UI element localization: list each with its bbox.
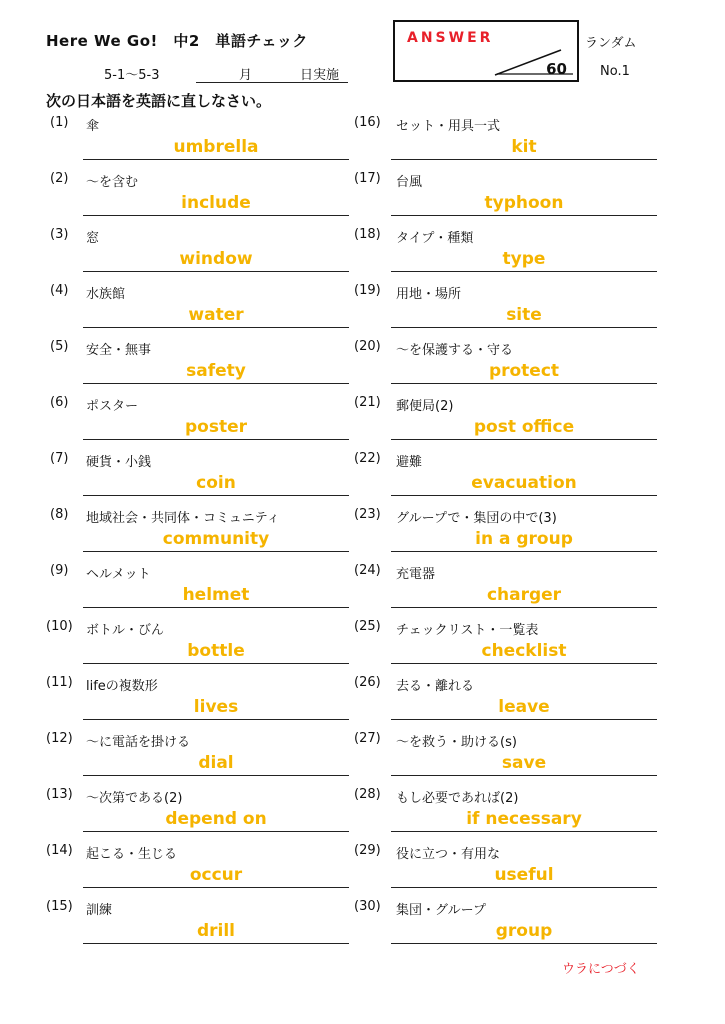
- answer-text: charger: [486, 585, 562, 605]
- question-item: [46, 619, 348, 675]
- answer-line: [83, 831, 349, 832]
- question-prompt: 水族館: [86, 287, 126, 302]
- question-prompt: 地域社会・共同体・コミュニティ: [86, 511, 280, 526]
- answer-line: [391, 383, 657, 384]
- answer-text: water: [188, 305, 244, 325]
- answer-line: [83, 159, 349, 160]
- answer-score-box: [393, 20, 579, 82]
- question-prompt: 傘: [86, 119, 100, 134]
- answer-line: [391, 327, 657, 328]
- question-item: [46, 339, 348, 395]
- question-number: (1): [50, 115, 69, 130]
- answer-text: typhoon: [484, 193, 564, 213]
- question-number: (3): [50, 227, 69, 242]
- question-number: (26): [354, 675, 381, 690]
- date-underline: [196, 82, 348, 83]
- question-item: [354, 395, 658, 451]
- answer-line: [391, 439, 657, 440]
- question-number: (14): [46, 843, 73, 858]
- answer-line: [83, 663, 349, 664]
- answer-text: save: [501, 753, 547, 773]
- question-prompt: lifeの複数形: [86, 679, 158, 694]
- answer-text: site: [506, 305, 542, 325]
- question-item: [46, 507, 348, 563]
- question-prompt: 起こる・生じる: [86, 847, 178, 862]
- question-prompt: ポスター: [86, 399, 139, 414]
- question-number: (23): [354, 507, 381, 522]
- question-number: (27): [354, 731, 381, 746]
- question-prompt: 硬貨・小銭: [86, 455, 152, 470]
- question-prompt: もし必要であれば(2): [396, 791, 519, 806]
- answer-text: safety: [186, 361, 246, 381]
- question-prompt: ヘルメット: [86, 567, 151, 582]
- question-item: [354, 283, 658, 339]
- question-item: [46, 283, 348, 339]
- question-number: (4): [50, 283, 69, 298]
- continue-note: ウラにつづく: [562, 962, 640, 977]
- answer-text: bottle: [187, 641, 245, 661]
- question-number: (19): [354, 283, 381, 298]
- answer-line: [83, 607, 349, 608]
- answer-line: [391, 775, 657, 776]
- answer-line: [83, 327, 349, 328]
- answer-line: [391, 831, 657, 832]
- random-label: ランダム: [585, 36, 637, 51]
- question-item: [46, 787, 348, 843]
- question-number: (9): [50, 563, 69, 578]
- answer-text: in a group: [475, 529, 573, 549]
- question-prompt: ～を救う・助ける(s): [396, 735, 517, 750]
- question-item: [46, 563, 348, 619]
- question-item: [354, 171, 658, 227]
- page-title: Here We Go! 中2 単語チェック: [46, 32, 308, 50]
- question-prompt: 去る・離れる: [396, 679, 475, 694]
- question-number: (13): [46, 787, 73, 802]
- question-prompt: ～次第である(2): [86, 791, 183, 806]
- answer-line: [83, 383, 349, 384]
- answer-line: [83, 271, 349, 272]
- question-number: (30): [354, 899, 381, 914]
- unit-range: 5-1～5-3: [104, 68, 160, 83]
- answer-text: lives: [193, 697, 239, 717]
- question-prompt: 安全・無事: [86, 343, 152, 358]
- question-number: (16): [354, 115, 381, 130]
- question-prompt: セット・用具一式: [396, 119, 501, 134]
- question-prompt: タイプ・種類: [396, 231, 474, 246]
- answer-line: [83, 887, 349, 888]
- answer-text: group: [495, 921, 553, 941]
- question-prompt: ～を含む: [86, 175, 139, 190]
- question-item: [354, 787, 658, 843]
- question-number: (2): [50, 171, 69, 186]
- answer-line: [83, 551, 349, 552]
- answer-text: umbrella: [173, 137, 259, 157]
- question-item: [354, 843, 658, 899]
- question-item: [354, 675, 658, 731]
- answer-text: depend on: [165, 809, 267, 829]
- question-item: [354, 507, 658, 563]
- answer-text: dial: [198, 753, 234, 773]
- question-item: [46, 899, 348, 955]
- question-item: [354, 115, 658, 171]
- question-item: [354, 619, 658, 675]
- question-item: [354, 563, 658, 619]
- answer-text: kit: [511, 137, 537, 157]
- question-item: [46, 395, 348, 451]
- question-number: (15): [46, 899, 73, 914]
- question-prompt: グループで・集団の中で(3): [396, 511, 557, 526]
- score-total: 60: [546, 60, 567, 78]
- question-prompt: 台風: [396, 175, 423, 190]
- answer-line: [391, 159, 657, 160]
- question-number: (28): [354, 787, 381, 802]
- question-prompt: 充電器: [396, 567, 436, 582]
- question-prompt: チェックリスト・一覧表: [396, 623, 539, 638]
- instruction: 次の日本語を英語に直しなさい。: [46, 92, 272, 110]
- answer-text: community: [162, 529, 270, 549]
- question-number: (21): [354, 395, 381, 410]
- question-number: (10): [46, 619, 73, 634]
- question-prompt: 用地・場所: [396, 287, 462, 302]
- question-prompt: ボトル・びん: [86, 623, 165, 638]
- answer-line: [391, 887, 657, 888]
- question-item: [354, 731, 658, 787]
- answer-text: include: [181, 193, 251, 213]
- question-prompt: 訓練: [86, 903, 113, 918]
- question-number: (18): [354, 227, 381, 242]
- question-item: [354, 339, 658, 395]
- answer-text: protect: [488, 361, 560, 381]
- answer-text: drill: [196, 921, 236, 941]
- question-prompt: 役に立つ・有用な: [396, 847, 501, 862]
- answer-line: [83, 775, 349, 776]
- answer-text: poster: [184, 417, 247, 437]
- question-number: (20): [354, 339, 381, 354]
- answer-text: evacuation: [471, 473, 577, 493]
- question-item: [46, 115, 348, 171]
- answer-text: helmet: [182, 585, 250, 605]
- answer-text: leave: [498, 697, 550, 717]
- question-number: (17): [354, 171, 381, 186]
- question-item: [46, 843, 348, 899]
- answer-line: [391, 551, 657, 552]
- question-number: (8): [50, 507, 69, 522]
- answer-text: if necessary: [466, 809, 582, 829]
- question-number: (12): [46, 731, 73, 746]
- question-item: [354, 227, 658, 283]
- question-item: [46, 227, 348, 283]
- question-prompt: 窓: [86, 231, 100, 246]
- question-number: (24): [354, 563, 381, 578]
- answer-line: [391, 719, 657, 720]
- day-implemented-label: 日実施: [300, 68, 340, 83]
- answer-text: window: [179, 249, 253, 269]
- answer-text: occur: [189, 865, 243, 885]
- answer-text: type: [502, 249, 546, 269]
- question-number: (29): [354, 843, 381, 858]
- question-number: (5): [50, 339, 69, 354]
- answer-line: [83, 439, 349, 440]
- question-number: (6): [50, 395, 69, 410]
- answer-line: [83, 719, 349, 720]
- answer-line: [83, 215, 349, 216]
- question-number: (11): [46, 675, 73, 690]
- answer-text: coin: [196, 473, 236, 493]
- answer-text: post office: [473, 417, 575, 437]
- answer-text: checklist: [481, 641, 567, 661]
- answer-line: [391, 663, 657, 664]
- answer-line: [391, 215, 657, 216]
- answer-label: ANSWER: [407, 30, 494, 46]
- question-prompt: 郵便局(2): [396, 399, 454, 414]
- answer-line: [83, 495, 349, 496]
- question-number: (25): [354, 619, 381, 634]
- question-number: (7): [50, 451, 69, 466]
- question-prompt: ～に電話を掛ける: [86, 735, 191, 750]
- question-prompt: 避難: [396, 455, 423, 470]
- question-item: [354, 899, 658, 955]
- question-item: [46, 171, 348, 227]
- answer-text: useful: [494, 865, 554, 885]
- answer-line: [391, 943, 657, 944]
- question-item: [46, 675, 348, 731]
- question-prompt: 集団・グループ: [396, 903, 486, 918]
- month-label: 月: [239, 68, 253, 83]
- sheet-number: No.1: [600, 64, 630, 79]
- answer-line: [391, 495, 657, 496]
- answer-line: [391, 271, 657, 272]
- question-item: [46, 731, 348, 787]
- answer-line: [391, 607, 657, 608]
- question-item: [354, 451, 658, 507]
- answer-line: [83, 943, 349, 944]
- question-number: (22): [354, 451, 381, 466]
- question-item: [46, 451, 348, 507]
- question-prompt: ～を保護する・守る: [396, 343, 514, 358]
